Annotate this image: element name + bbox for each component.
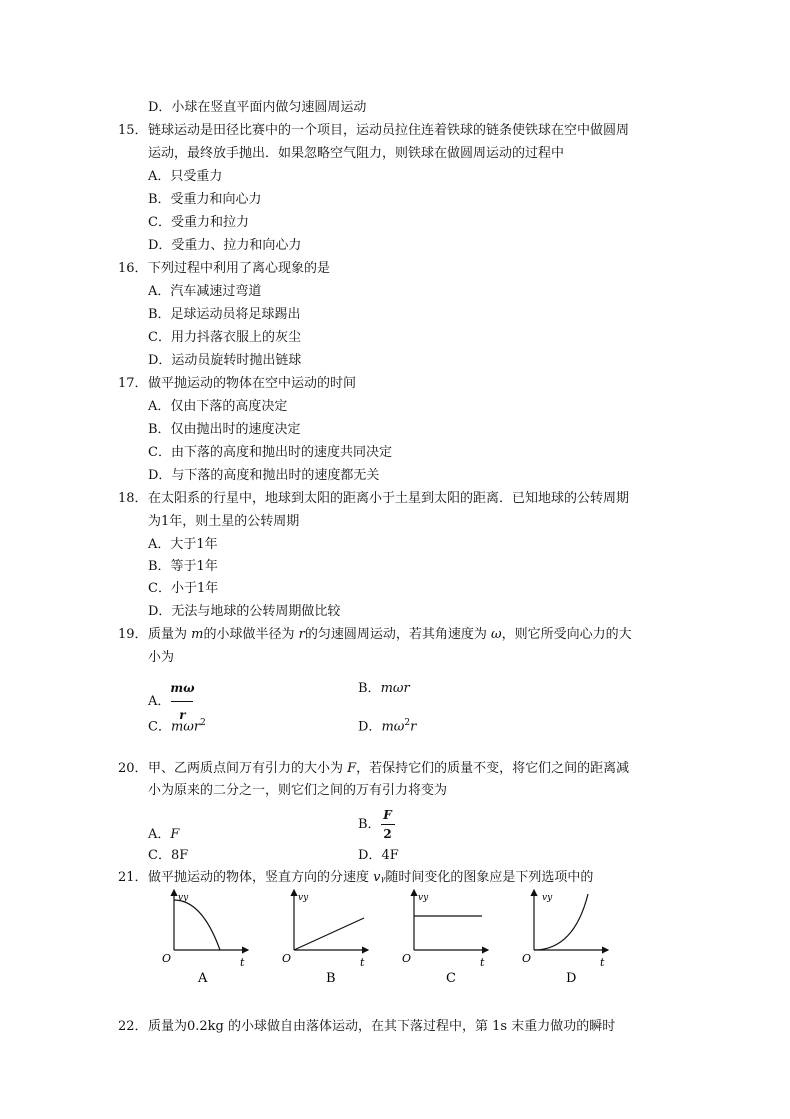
graph-b-option-label: B — [326, 971, 336, 986]
q20-stem-part2: ，若保持它们的质量不变，将它们之间的距离减 — [356, 761, 630, 776]
q20-option-b-label: B． — [358, 817, 381, 832]
graph-b-origin: O — [282, 952, 292, 965]
graph-a-x-label: t — [240, 956, 245, 969]
graph-a-origin: O — [162, 952, 172, 965]
q16-option-c: C．用力抖落衣服上的灰尘 — [148, 330, 301, 345]
q21-stem — [118, 869, 593, 887]
q17-number: 17． — [118, 376, 148, 391]
graph-a-curve — [174, 900, 220, 950]
q15-number: 15． — [118, 123, 148, 138]
q20-option-a — [148, 826, 179, 844]
q18-stem-text1: 在太阳系的行星中，地球到太阳的距离小于土星到太阳的距离．已知地球的公转周期 — [148, 491, 630, 506]
q18-stem-line1 — [118, 490, 629, 508]
q20-option-a-value: F — [170, 827, 180, 842]
q20-stem-line2: 小为原来的二分之一，则它们之间的万有引力将变为 — [148, 783, 448, 798]
q19-option-c-exponent: 2 — [200, 718, 206, 728]
q19-option-d-label: D． — [358, 719, 382, 735]
graph-b — [282, 890, 368, 986]
q21-graphs — [150, 888, 630, 988]
q18-number: 18． — [118, 491, 148, 506]
q19-omega-symbol: ω — [490, 627, 502, 642]
graph-c-option-label: C — [446, 971, 456, 986]
q19-number: 19． — [118, 627, 148, 642]
fraction-bar — [381, 824, 395, 825]
graph-d-origin: O — [522, 952, 532, 965]
q20-stem-line1 — [118, 760, 629, 778]
graph-a — [162, 890, 248, 986]
q18-stem-line2: 为1年，则土星的公转周期 — [148, 514, 300, 529]
q17-option-d: D．与下落的高度和抛出时的速度都无关 — [148, 468, 380, 483]
q19-option-a-denominator: r — [179, 708, 186, 722]
q20-force-symbol: F — [347, 761, 357, 776]
q20-option-d-value: 4F — [381, 848, 399, 863]
graph-d-y-label: vy — [542, 893, 553, 903]
q19-radius-symbol: r — [298, 627, 305, 642]
q20-option-a-label: A． — [148, 827, 171, 842]
q18-option-d: D．无法与地球的公转周期做比较 — [148, 604, 341, 619]
q19-option-d — [358, 714, 416, 736]
graph-c-x-label: t — [480, 956, 485, 969]
q19-option-c-value: mωr — [170, 719, 201, 735]
q20-stem-part1: 甲、乙两质点间万有引力的大小为 — [148, 761, 348, 776]
graph-d-option-label: D — [566, 971, 577, 986]
q21-vy-symbol: vᵧ — [373, 870, 386, 885]
q17-option-a: A．仅由下落的高度决定 — [148, 399, 288, 414]
q19-mass-symbol: m — [191, 627, 204, 642]
q17-option-b: B．仅由抛出时的速度决定 — [148, 422, 301, 437]
q22-stem — [118, 1018, 615, 1036]
q16-number: 16． — [118, 261, 148, 276]
q20-option-b — [358, 805, 395, 845]
q19-stem-part4: ，则它所受向心力的大 — [501, 627, 632, 642]
q18-option-b: B．等于1年 — [148, 559, 218, 574]
q19-option-b-value: mωr — [380, 681, 410, 696]
q20-option-b-numerator: F — [383, 808, 392, 822]
q19-option-c-label: C． — [148, 719, 171, 735]
q21-stem-part2: 随时间变化的图象应是下列选项中的 — [385, 870, 594, 885]
q15-option-a: A．只受重力 — [148, 169, 223, 184]
q20-option-d-label: D． — [358, 848, 382, 863]
graph-b-x-label: t — [360, 956, 365, 969]
q20-option-c-label: C． — [148, 848, 171, 863]
q19-option-d-exponent: 2 — [404, 718, 411, 728]
q19-stem-part3: 的匀速圆周运动，若其角速度为 — [304, 627, 491, 642]
q15-stem-text1: 链球运动是田径比赛中的一个项目，运动员拉住连着铁球的链条使铁球在空中做圆周 — [148, 123, 630, 138]
q17-stem — [118, 375, 356, 393]
graph-b-line — [294, 918, 364, 950]
graph-c-y-label: vy — [418, 893, 429, 903]
graph-b-y-label: vy — [298, 893, 309, 903]
q22-number: 22． — [118, 1019, 148, 1034]
q15-option-d: D．受重力、拉力和向心力 — [148, 238, 302, 253]
q16-stem-text: 下列过程中利用了离心现象的是 — [148, 261, 331, 276]
q19-stem-line1 — [118, 626, 632, 644]
q22-stem-text: 质量为0.2kg 的小球做自由落体运动，在其下落过程中，第 1s 末重力做功的瞬时 — [148, 1019, 616, 1034]
q20-number: 20． — [118, 761, 148, 776]
q20-option-c-value: 8F — [170, 848, 189, 863]
q19-option-b-label: B． — [358, 681, 381, 696]
q19-option-d-value2: r — [410, 719, 417, 735]
q14-option-d: D．小球在竖直平面内做匀速圆周运动 — [148, 100, 367, 115]
q16-option-d: D．运动员旋转时抛出链球 — [148, 353, 302, 368]
graph-c-origin: O — [402, 952, 412, 965]
q21-stem-part1: 做平抛运动的物体，竖直方向的分速度 — [148, 870, 374, 885]
q19-option-a-numerator: mω — [170, 681, 195, 695]
q20-option-d — [358, 847, 399, 865]
q15-stem-line1 — [118, 122, 629, 140]
q19-option-b — [358, 680, 410, 698]
q16-stem — [118, 260, 330, 278]
q19-option-d-value1: mω — [381, 719, 405, 735]
q19-stem-part2: 的小球做半径为 — [203, 627, 299, 642]
graph-c — [402, 890, 488, 986]
q18-option-a: A．大于1年 — [148, 537, 218, 552]
q20-option-b-fraction — [381, 807, 395, 842]
fraction-bar — [171, 701, 193, 702]
q19-stem-part1: 质量为 — [148, 627, 192, 642]
q20-option-c — [148, 847, 188, 865]
q19-option-a-label: A． — [148, 694, 171, 709]
q16-option-b: B．足球运动员将足球踢出 — [148, 307, 301, 322]
graph-d-x-label: t — [600, 956, 605, 969]
q20-option-b-denominator: 2 — [383, 827, 392, 841]
q16-option-a: A．汽车减速过弯道 — [148, 284, 262, 299]
q19-option-c — [148, 714, 206, 736]
q21-number: 21． — [118, 870, 148, 885]
q17-stem-text: 做平抛运动的物体在空中运动的时间 — [148, 376, 357, 391]
q15-stem-line2: 运动，最终放手抛出．如果忽略空气阻力，则铁球在做圆周运动的过程中 — [148, 146, 565, 161]
q19-stem-line2: 小为 — [148, 650, 175, 665]
q17-option-c: C．由下落的高度和抛出时的速度共同决定 — [148, 445, 392, 460]
graph-d — [522, 890, 608, 986]
q15-option-b: B．受重力和向心力 — [148, 192, 262, 207]
graph-a-y-label: vy — [178, 893, 189, 903]
q15-option-c: C．受重力和拉力 — [148, 215, 249, 230]
graph-a-option-label: A — [198, 971, 208, 986]
q18-option-c: C．小于1年 — [148, 581, 219, 596]
